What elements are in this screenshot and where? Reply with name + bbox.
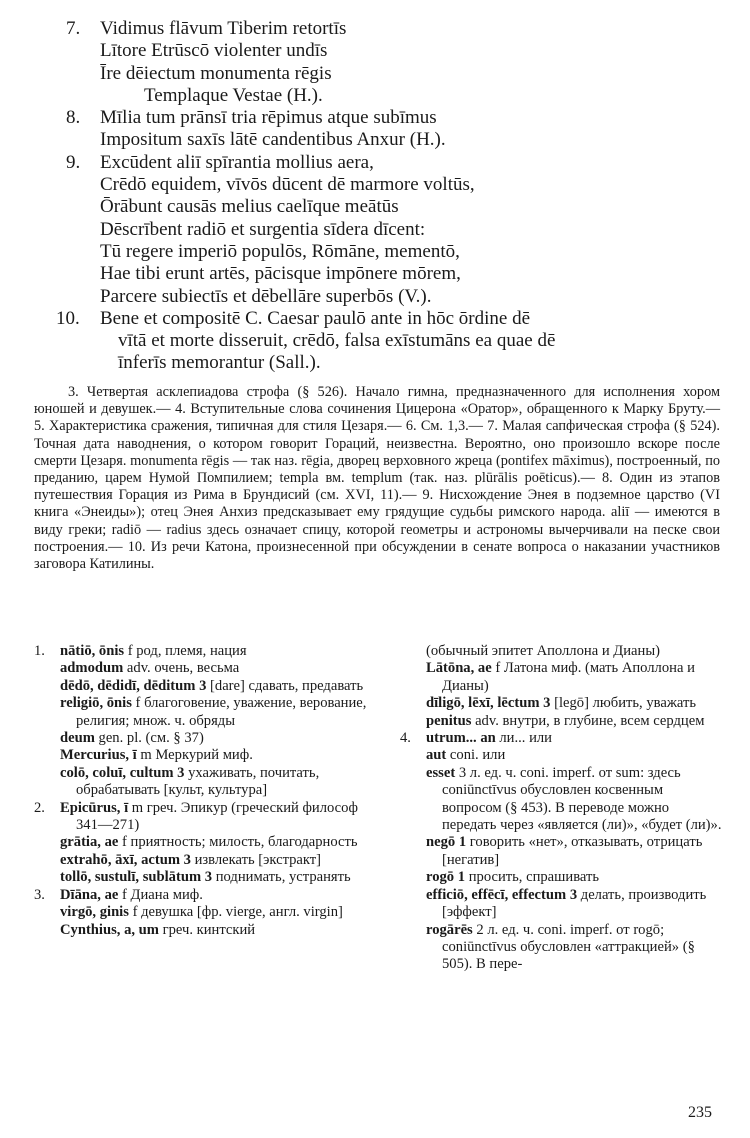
- verse-10: [56, 307, 726, 375]
- entry-headword: virgō, ginis: [60, 904, 129, 921]
- entry-definition: gen. pl. (см. § 37): [94, 730, 204, 747]
- vocab-entry: [34, 800, 379, 835]
- entry-definition: m Меркурий миф.: [136, 747, 253, 764]
- vocab-entry: [400, 887, 722, 922]
- entry-definition: adv. внутри, в глубине, всем сердцем: [471, 712, 705, 729]
- verse-line: Tū regere imperiō populōs, Rōmāne, mementō,: [100, 240, 460, 262]
- verse-number: 7.: [66, 18, 81, 39]
- verse-line: Dēscrībent radiō et surgentia sīdera dīcent:: [100, 218, 426, 240]
- entry-definition: (обычный эпитет Аполлона и Дианы): [426, 643, 660, 659]
- entry-headword: religiō, ōnis: [60, 695, 132, 712]
- entry-definition: 2 л. ед. ч. coni. imperf. от rogō; coniūnctīvus обусловлен «аттракцией» (§ 505). В пере-: [442, 921, 695, 973]
- vocab-entry: [400, 695, 722, 712]
- entry-definition: поднимать, устранять: [212, 869, 351, 886]
- entry-headword: esset: [426, 764, 456, 781]
- entry-number: 1.: [34, 643, 45, 659]
- vocab-entry: [400, 834, 722, 869]
- vocab-entry: [34, 643, 379, 660]
- entry-headword: Cynthius, a, um: [60, 921, 159, 938]
- vocab-entry: [34, 869, 379, 886]
- entry-headword: dīligō, lēxī, lēctum 3: [426, 695, 551, 712]
- notes-paragraph: 3. Четвертая асклепиадова строфа (§ 526). Начало гимна, предназначенного для исполнения хором юношей и девушек.— 4. Вступительные слова сочинения Цицерона «Оратор», обращенного к Марку Бруту.— 5. Характеристика сражения, типичная для стиля Цезаря.— 6. См. 1,3.— 7. Малая сапфическая строфа (§ 524). Точная дата наводнения, о котором говорит Гораций, неизвестна. Вероятно, оно произошло вскоре после смерти Цезаря. monumenta rēgis — так наз. rēgia, дворец верховного жреца (pontifex māximus), построенный, по преданию, царем Нумой Помпилием; templa вм. templum (так. наз. plūrālis poēticus).— 8. Один из этапов путешествия Горация из Рима в Брундисий (см. XVI, 11).— 9. Нисхождение Энея в подземное царство (VI книга «Энеиды»); отец Энея Анхиз предсказывает ему грядущие судьбы римского народа. aliī — имеются в виду греки; radiō — radius здесь означает спицу, которой геометры и астрономы вычерчивали на песке свои построения.— 10. Из речи Катона, произнесенной при обсуждении в сенате вопроса о наказании участников заговора Катилины.: [34, 384, 720, 573]
- entry-definition: f девушка [фр. vierge, англ. virgin]: [128, 904, 343, 921]
- entry-definition: f благоговение, уважение, верование, религия; множ. ч. обряды: [76, 695, 367, 729]
- vocab-entry: [34, 852, 379, 869]
- vocab-entry: [34, 660, 379, 677]
- verse-9: [66, 152, 726, 308]
- vocab-entry: [400, 765, 722, 835]
- vocab-entry: [34, 678, 379, 695]
- verse-section: [56, 18, 726, 375]
- verse-line: īnferīs memorantur (Sall.).: [118, 352, 321, 374]
- entry-number: 3.: [34, 886, 45, 903]
- verse-8: [66, 107, 726, 152]
- entry-definition: f приятность; милость, благодарность: [118, 834, 358, 851]
- entry-definition: adv. очень, весьма: [123, 660, 240, 677]
- entry-headword: rogārēs: [426, 921, 473, 938]
- entry-headword: grātia, ae: [60, 834, 119, 851]
- vocabulary-left-column: [34, 643, 379, 939]
- vocab-entry: [34, 747, 379, 764]
- verse-line: vītā et morte disseruit, crēdō, falsa exīstumāns ea quae dē: [118, 330, 556, 352]
- vocab-entry: [400, 869, 722, 886]
- verse-number: 10.: [56, 307, 80, 329]
- entry-number: 2.: [34, 799, 45, 816]
- verse-7: [66, 18, 726, 107]
- entry-headword: admodum: [60, 660, 124, 677]
- verse-line: Bene et compositē C. Caesar paulō ante in hōc ōrdine dē: [100, 307, 531, 329]
- vocab-entry: [34, 887, 379, 904]
- entry-headword: dēdō, dēdidī, dēditum 3: [60, 677, 207, 694]
- entry-headword: Lātōna, ae: [426, 660, 492, 677]
- commentary-notes: [34, 384, 720, 573]
- entry-headword: Dīāna, ae: [60, 886, 119, 903]
- verse-line: Ōrābunt causās melius caelīque meātūs: [100, 196, 399, 218]
- vocab-entry: [400, 643, 722, 660]
- entry-definition: делать, производить [эффект]: [442, 886, 707, 921]
- entry-headword: deum: [60, 730, 95, 747]
- vocab-entry: [400, 713, 722, 730]
- entry-definition: ухаживать, почитать, обрабатывать [культ, культура]: [76, 764, 320, 799]
- entry-headword: negō 1: [426, 834, 467, 851]
- vocab-entry: [34, 904, 379, 921]
- entry-headword: rogō 1: [426, 869, 466, 886]
- vocab-entry: [34, 765, 379, 800]
- verse-line: Vidimus flāvum Tiberim retortīs: [100, 18, 347, 39]
- entry-definition: [legō] любить, уважать: [550, 695, 697, 712]
- vocab-entry: [34, 730, 379, 747]
- entry-definition: coni. или: [446, 747, 506, 764]
- entry-definition: просить, спрашивать: [465, 869, 600, 886]
- entry-headword: nātiō, ōnis: [60, 643, 125, 659]
- vocab-entry: [400, 730, 722, 747]
- verse-line: Īre dēiectum monumenta rēgis: [100, 62, 332, 84]
- entry-definition: 3 л. ед. ч. coni. imperf. от sum: здесь coniūnctīvus обусловлен косвенным вопросом (§ 453). В переводе можно передать через «является (ли)», «будет (ли)».: [442, 764, 722, 834]
- entry-definition: f Диана миф.: [118, 886, 203, 903]
- entry-definition: говорить «нет», отказывать, отрицать [негатив]: [442, 834, 703, 868]
- entry-number: 4.: [400, 730, 411, 747]
- verse-line: Templaque Vestae (H.).: [144, 84, 323, 106]
- vocabulary-right-column: [400, 643, 722, 974]
- verse-line: Crēdō equidem, vīvōs dūcent dē marmore voltūs,: [100, 174, 475, 196]
- entry-definition: f Латона миф. (мать Аполлона и Дианы): [442, 660, 695, 694]
- entry-headword: aut: [426, 747, 447, 764]
- entry-definition: извлекать [экстракт]: [190, 851, 322, 868]
- entry-definition: ли... или: [495, 730, 552, 747]
- entry-headword: Epicūrus, ī: [60, 799, 129, 816]
- verse-line: Mīlia tum prānsī tria rēpimus atque subīmus: [100, 107, 437, 129]
- verse-number: 8.: [66, 107, 81, 129]
- verse-line: Excūdent aliī spīrantia mollius aera,: [100, 151, 374, 173]
- vocab-entry: [400, 747, 722, 764]
- entry-definition: греч. кинтский: [158, 921, 256, 938]
- verse-line: Hae tibi erunt artēs, pācisque impōnere mōrem,: [100, 263, 461, 285]
- entry-definition: f род, племя, нация: [124, 643, 247, 659]
- vocab-entry: [400, 660, 722, 695]
- vocab-entry: [400, 922, 722, 974]
- entry-headword: efficiō, effēcī, effectum 3: [426, 886, 578, 903]
- verse-line: Lītore Etrūscō violenter undīs: [100, 40, 328, 62]
- entry-headword: tollō, sustulī, sublātum 3: [60, 869, 213, 886]
- vocab-entry: [34, 695, 379, 730]
- vocab-entry: [34, 834, 379, 851]
- entry-headword: penitus: [426, 712, 472, 729]
- vocab-entry: [34, 922, 379, 939]
- verse-line: Parcere subiectīs et dēbellāre superbōs (V.).: [100, 285, 432, 307]
- verse-line: Impositum saxīs lātē candentibus Anxur (H.).: [100, 129, 446, 151]
- entry-definition: m греч. Эпикур (греческий философ 341—271): [76, 799, 358, 834]
- verse-number: 9.: [66, 151, 81, 173]
- entry-headword: Mercurius, ī: [60, 747, 137, 764]
- entry-headword: colō, coluī, cultum 3: [60, 764, 185, 781]
- entry-headword: extrahō, āxī, actum 3: [60, 851, 191, 868]
- entry-headword: utrum... an: [426, 730, 496, 747]
- page-number: 235: [688, 1104, 712, 1121]
- entry-definition: [dare] сдавать, предавать: [206, 677, 364, 694]
